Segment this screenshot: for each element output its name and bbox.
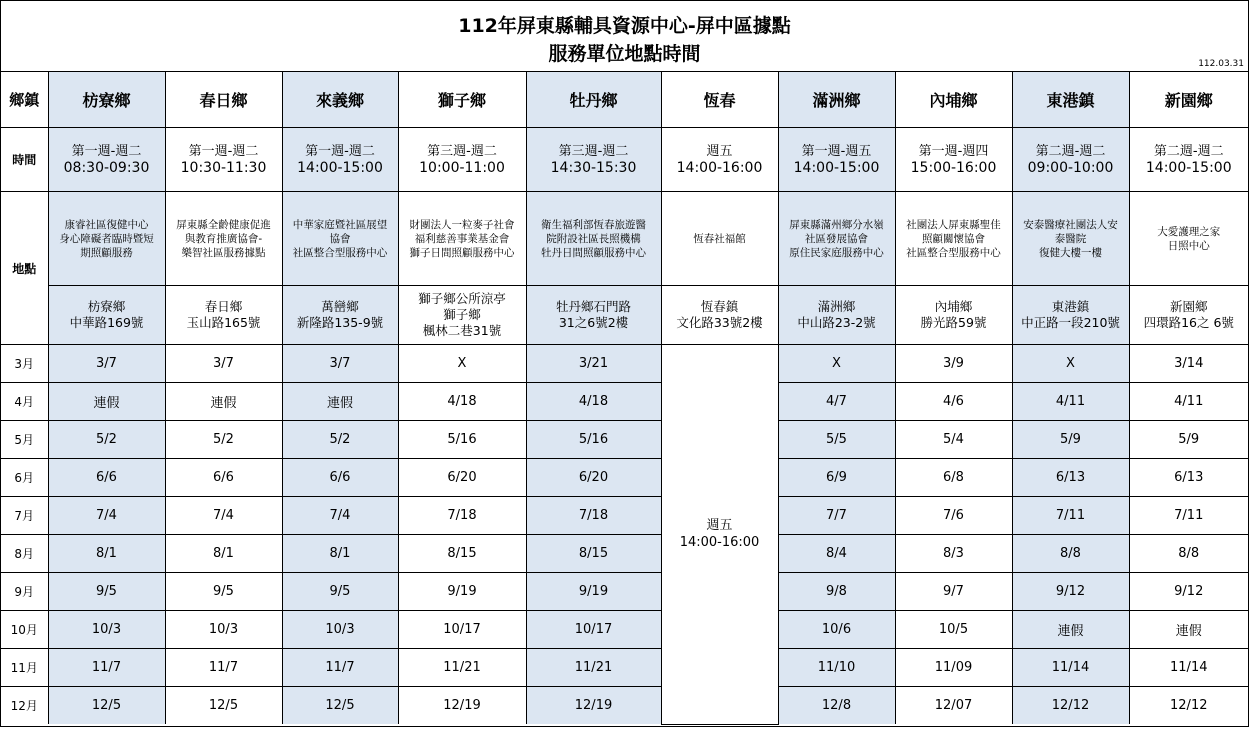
cell-line: 協會 (329, 232, 351, 245)
schedule-date-cell: 7/7 (778, 497, 895, 535)
schedule-date-cell: 11/7 (282, 649, 398, 687)
cell-line: 文化路33號2樓 (676, 315, 763, 330)
service-hours: 15:00-16:00 (910, 159, 997, 176)
cell-line: 院附設社區長照機構 (546, 232, 641, 245)
schedule-date-cell: 8/1 (282, 535, 398, 573)
schedule-date-cell: 6/8 (895, 459, 1012, 497)
cell-line: 31之6號2樓 (558, 315, 629, 330)
schedule-date-cell: 11/09 (895, 649, 1012, 687)
service-week: 第一週-週五 (801, 143, 872, 159)
month-row (1, 497, 1248, 535)
service-week: 第三週-週二 (427, 143, 497, 159)
service-week: 第一週-週二 (188, 143, 259, 159)
location-label: 地點 (1, 192, 48, 345)
schedule-date-cell: 6/6 (48, 459, 165, 497)
schedule-date-cell: 12/12 (1129, 687, 1248, 725)
month-label: 9月 (1, 573, 48, 611)
address-cell (165, 286, 282, 345)
schedule-date-cell: 12/12 (1012, 687, 1129, 725)
township-header: 牡丹鄉 (526, 72, 661, 128)
cell-line: 安泰醫療社團法人安 (1023, 218, 1118, 231)
schedule-date-cell: 12/19 (526, 687, 661, 725)
cell-line: 牡丹鄉石門路 (555, 299, 631, 314)
schedule-date-cell: 5/2 (282, 421, 398, 459)
schedule-date-cell: 7/4 (282, 497, 398, 535)
address-cell (895, 286, 1012, 345)
schedule-date-cell: 5/16 (398, 421, 526, 459)
cell-line: 四環路16之 6號 (1143, 315, 1234, 330)
service-time-cell (778, 128, 895, 192)
service-hours: 14:30-15:30 (550, 159, 637, 176)
schedule-date-cell: 5/9 (1012, 421, 1129, 459)
service-hours: 14:00-16:00 (676, 159, 763, 176)
township-header: 枋寮鄉 (48, 72, 165, 128)
address-cell (778, 286, 895, 345)
month-row (1, 345, 1248, 383)
cell-line: 勝光路59號 (920, 315, 987, 330)
cell-line: 新隆路135-9號 (296, 315, 384, 330)
schedule-date-cell: 3/21 (526, 345, 661, 383)
service-unit-cell (1012, 192, 1129, 286)
cell-line: 樂智社區服務據點 (181, 246, 266, 259)
title-block (1, 1, 1248, 72)
service-unit-cell (282, 192, 398, 286)
schedule-date-cell: 11/21 (398, 649, 526, 687)
cell-line: 枋寮鄉 (87, 299, 126, 314)
schedule-date-cell: 8/1 (165, 535, 282, 573)
schedule-date-cell: X (1012, 345, 1129, 383)
month-row (1, 383, 1248, 421)
schedule-date-cell: 8/8 (1129, 535, 1248, 573)
cell-line: 福利慈善事業基金會 (414, 232, 510, 245)
schedule-date-cell: 12/5 (165, 687, 282, 725)
cell-line: 東港鎮 (1051, 299, 1090, 314)
service-unit-cell (1129, 192, 1248, 286)
service-week: 第二週-週二 (1035, 143, 1106, 159)
township-header: 內埔鄉 (895, 72, 1012, 128)
schedule-date-cell: X (778, 345, 895, 383)
cell-line: 滿洲鄉 (817, 299, 856, 314)
service-unit-cell (48, 192, 165, 286)
cell-line: 泰醫院 (1054, 232, 1087, 245)
township-header: 新園鄉 (1129, 72, 1248, 128)
cell-line: 恆春社福館 (693, 232, 746, 245)
cell-line: 社團法人屏東縣聖佳 (906, 218, 1001, 231)
cell-line: 中正路一段210號 (1021, 315, 1120, 330)
schedule-date-cell: 3/7 (48, 345, 165, 383)
cell-line: 玉山路165號 (186, 315, 261, 330)
schedule-date-cell: 8/1 (48, 535, 165, 573)
service-week: 第二週-週二 (1153, 143, 1224, 159)
schedule-date-cell: 連假 (1129, 611, 1248, 649)
time-row (1, 128, 1248, 192)
service-time-cell (1129, 128, 1248, 192)
cell-line: 財團法人一粒麥子社會 (409, 218, 515, 231)
schedule-date-cell: 9/7 (895, 573, 1012, 611)
cell-line: 原住民家庭服務中心 (789, 246, 884, 259)
service-hours: 10:30-11:30 (180, 159, 267, 176)
schedule-table (1, 72, 1248, 725)
month-label: 11月 (1, 649, 48, 687)
cell-line: 屏東縣滿州鄉分水嶺 (789, 218, 884, 231)
schedule-date-cell: 7/4 (48, 497, 165, 535)
month-row (1, 535, 1248, 573)
cell-line: 新園鄉 (1169, 299, 1208, 314)
cell-line: 復健大樓一樓 (1039, 246, 1102, 259)
schedule-date-cell: 5/5 (778, 421, 895, 459)
schedule-date-cell: 連假 (48, 383, 165, 421)
service-time-cell (48, 128, 165, 192)
cell-line: 與教育推廣協會- (184, 232, 263, 245)
address-cell (1129, 286, 1248, 345)
schedule-date-cell: 7/6 (895, 497, 1012, 535)
month-label: 12月 (1, 687, 48, 725)
cell-line: 中山路23-2號 (797, 315, 876, 330)
unit-row (1, 192, 1248, 286)
schedule-date-cell: 4/18 (398, 383, 526, 421)
month-row (1, 687, 1248, 725)
cell-line: 日照中心 (1167, 239, 1210, 252)
schedule-date-cell: 11/21 (526, 649, 661, 687)
service-hours: 09:00-10:00 (1027, 159, 1114, 176)
service-unit-cell (778, 192, 895, 286)
month-row (1, 649, 1248, 687)
address-row (1, 286, 1248, 345)
cell-line: 週五 (706, 518, 733, 534)
address-cell (48, 286, 165, 345)
schedule-date-cell: 12/07 (895, 687, 1012, 725)
schedule-date-cell: 6/13 (1012, 459, 1129, 497)
service-week: 第一週-週二 (305, 143, 375, 159)
schedule-date-cell: 3/7 (282, 345, 398, 383)
schedule-date-cell: 12/5 (282, 687, 398, 725)
service-time-cell (1012, 128, 1129, 192)
schedule-date-cell: 11/14 (1129, 649, 1248, 687)
address-cell (398, 286, 526, 345)
township-header: 恆春 (661, 72, 778, 128)
month-row (1, 421, 1248, 459)
schedule-date-cell: 9/19 (526, 573, 661, 611)
service-unit-cell (661, 192, 778, 286)
schedule-date-cell: 12/19 (398, 687, 526, 725)
address-cell (526, 286, 661, 345)
cell-line: 恆春鎮 (700, 299, 739, 314)
schedule-date-cell: 7/18 (526, 497, 661, 535)
schedule-date-cell: 4/7 (778, 383, 895, 421)
page-title: 112年屏東縣輔具資源中心-屏中區據點 (458, 15, 791, 37)
cell-line: 大愛護理之家 (1157, 225, 1221, 238)
cell-line: 獅子鄉 (443, 307, 481, 322)
service-time-cell (895, 128, 1012, 192)
schedule-date-cell: 5/16 (526, 421, 661, 459)
schedule-date-cell: 連假 (1012, 611, 1129, 649)
schedule-date-cell: 7/11 (1012, 497, 1129, 535)
schedule-date-cell: 4/18 (526, 383, 661, 421)
schedule-date-cell: 12/5 (48, 687, 165, 725)
schedule-date-cell: 8/3 (895, 535, 1012, 573)
cell-line: 社區整合型服務中心 (906, 246, 1001, 259)
month-label: 5月 (1, 421, 48, 459)
service-unit-cell (895, 192, 1012, 286)
schedule-date-cell: 11/7 (48, 649, 165, 687)
service-hours: 08:30-09:30 (63, 159, 150, 176)
service-time-cell (526, 128, 661, 192)
schedule-date-cell: 9/5 (165, 573, 282, 611)
schedule-date-cell: 6/20 (526, 459, 661, 497)
schedule-date-cell: 10/3 (282, 611, 398, 649)
schedule-date-cell: 8/15 (526, 535, 661, 573)
township-header: 滿洲鄉 (778, 72, 895, 128)
schedule-date-cell: 3/9 (895, 345, 1012, 383)
cell-line: 萬巒鄉 (321, 299, 359, 314)
township-header: 來義鄉 (282, 72, 398, 128)
cell-line: 照顧關懷協會 (922, 232, 985, 245)
address-cell (282, 286, 398, 345)
service-time-cell (282, 128, 398, 192)
schedule-date-cell: 4/11 (1012, 383, 1129, 421)
month-row (1, 459, 1248, 497)
merged-schedule-cell (661, 345, 778, 725)
service-week: 第一週-週二 (71, 143, 142, 159)
schedule-date-cell: 7/11 (1129, 497, 1248, 535)
cell-line: 楓林二巷31號 (422, 323, 502, 338)
month-label: 6月 (1, 459, 48, 497)
cell-line: 屏東縣全齡健康促進 (176, 218, 271, 231)
schedule-date-cell: 8/4 (778, 535, 895, 573)
month-row (1, 573, 1248, 611)
schedule-date-cell: 12/8 (778, 687, 895, 725)
schedule-date-cell: 8/8 (1012, 535, 1129, 573)
schedule-date-cell: 11/7 (165, 649, 282, 687)
schedule-date-cell: 8/15 (398, 535, 526, 573)
schedule-date-cell: 5/2 (165, 421, 282, 459)
schedule-date-cell: 6/6 (282, 459, 398, 497)
cell-line: 春日鄉 (204, 299, 243, 314)
cell-line: 獅子鄉公所涼亭 (418, 291, 506, 306)
schedule-date-cell: 10/5 (895, 611, 1012, 649)
address-cell (661, 286, 778, 345)
month-label: 4月 (1, 383, 48, 421)
cell-line: 中華路169號 (69, 315, 144, 330)
schedule-date-cell: 10/17 (398, 611, 526, 649)
service-hours: 14:00-15:00 (297, 159, 383, 176)
month-label: 7月 (1, 497, 48, 535)
service-unit-cell (526, 192, 661, 286)
cell-line: 14:00-16:00 (679, 535, 760, 551)
cell-line: 社區整合型服務中心 (292, 246, 388, 259)
month-label: 8月 (1, 535, 48, 573)
cell-line: 期照顧服務 (80, 246, 133, 259)
header-row (1, 72, 1248, 128)
month-label: 3月 (1, 345, 48, 383)
service-unit-cell (165, 192, 282, 286)
cell-line: 內埔鄉 (934, 299, 973, 314)
cell-line: 衛生福利部恆春旅遊醫 (541, 218, 646, 231)
cell-line: 獅子日間照顧服務中心 (409, 246, 515, 259)
schedule-date-cell: 10/6 (778, 611, 895, 649)
schedule-date-cell: 5/2 (48, 421, 165, 459)
cell-line: 牡丹日間照顧服務中心 (541, 246, 646, 259)
township-label: 鄉鎮 (1, 72, 48, 128)
cell-line: 社區發展協會 (805, 232, 868, 245)
schedule-date-cell: 10/3 (48, 611, 165, 649)
schedule-date-cell: 4/6 (895, 383, 1012, 421)
page-subtitle: 服務單位地點時間 (548, 43, 701, 65)
schedule-date-cell: 9/8 (778, 573, 895, 611)
schedule-date-cell: 9/12 (1012, 573, 1129, 611)
township-header: 東港鎮 (1012, 72, 1129, 128)
schedule-date-cell: X (398, 345, 526, 383)
schedule-date-cell: 7/18 (398, 497, 526, 535)
service-hours: 14:00-15:00 (793, 159, 880, 176)
time-label: 時間 (1, 128, 48, 192)
month-row (1, 611, 1248, 649)
township-header: 春日鄉 (165, 72, 282, 128)
month-label: 10月 (1, 611, 48, 649)
schedule-date-cell: 6/13 (1129, 459, 1248, 497)
schedule-date-cell: 10/17 (526, 611, 661, 649)
schedule-date-cell: 10/3 (165, 611, 282, 649)
schedule-date-cell: 4/11 (1129, 383, 1248, 421)
schedule-date-cell: 7/4 (165, 497, 282, 535)
schedule-date-cell: 6/9 (778, 459, 895, 497)
township-header: 獅子鄉 (398, 72, 526, 128)
service-week: 週五 (706, 143, 733, 159)
schedule-date-cell: 5/9 (1129, 421, 1248, 459)
schedule-date-cell: 9/12 (1129, 573, 1248, 611)
service-time-cell (165, 128, 282, 192)
service-time-cell (661, 128, 778, 192)
schedule-date-cell: 5/4 (895, 421, 1012, 459)
schedule-date-cell: 6/6 (165, 459, 282, 497)
service-week: 第一週-週四 (918, 143, 989, 159)
cell-line: 康睿社區復健中心 (64, 218, 149, 231)
schedule-date-cell: 11/14 (1012, 649, 1129, 687)
schedule-date-cell: 連假 (282, 383, 398, 421)
service-week: 第三週-週二 (558, 143, 629, 159)
schedule-date-cell: 9/5 (48, 573, 165, 611)
document-date: 112.03.31 (1198, 59, 1244, 69)
schedule-date-cell: 9/5 (282, 573, 398, 611)
schedule-date-cell: 9/19 (398, 573, 526, 611)
service-hours: 14:00-15:00 (1145, 159, 1232, 176)
schedule-date-cell: 11/10 (778, 649, 895, 687)
cell-line: 中華家庭暨社區展望 (292, 218, 388, 231)
service-time-cell (398, 128, 526, 192)
schedule-date-cell: 3/14 (1129, 345, 1248, 383)
address-cell (1012, 286, 1129, 345)
cell-line: 身心障礙者臨時暨短 (59, 232, 154, 245)
service-unit-cell (398, 192, 526, 286)
schedule-date-cell: 6/20 (398, 459, 526, 497)
service-hours: 10:00-11:00 (419, 159, 505, 176)
schedule-date-cell: 3/7 (165, 345, 282, 383)
schedule-date-cell: 連假 (165, 383, 282, 421)
